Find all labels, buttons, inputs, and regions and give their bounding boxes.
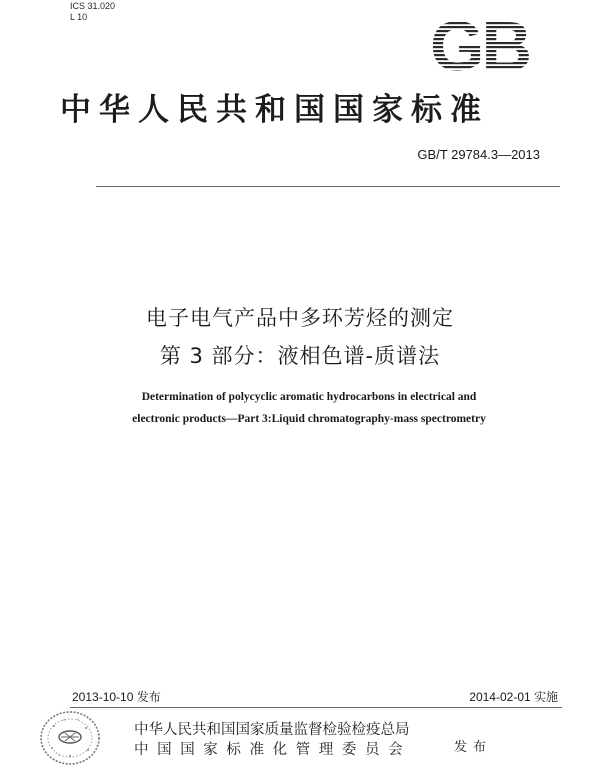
implementation-date: 2014-02-01 实施 <box>469 690 558 704</box>
document-title-cn: 电子电气产品中多环芳烃的测定 <box>146 306 454 330</box>
title-en-line1: Determination of polycyclic aromatic hydrocarbons in electrical and <box>141 391 477 403</box>
issuing-authorities <box>134 720 411 760</box>
ics-code: ICS 31.020 <box>70 1 116 11</box>
document-subtitle-cn: 第 3 部分：液相色谱-质谱法 <box>159 344 441 368</box>
publish-label: 发布 <box>454 740 493 755</box>
title-en-line2: electronic products—Part 3:Liquid chromatography-mass spectrometry <box>132 413 486 425</box>
issuer-sac: 中国国家标准化管理委员会 <box>134 742 412 758</box>
standard-type-heading: 中华人民共和国国家标准 <box>60 92 489 128</box>
issue-date: 2013-10-10 发布 <box>72 690 161 704</box>
ics-classification <box>70 1 115 23</box>
official-seal-icon <box>34 708 106 768</box>
gb-logo-text: GB <box>430 14 529 74</box>
ccs-code: L 10 <box>70 12 88 22</box>
bottom-divider <box>70 707 562 708</box>
issuer-aqsiq: 中华人民共和国国家质量监督检验检疫总局 <box>134 722 410 738</box>
document-title-en <box>70 386 548 430</box>
gb-logo <box>428 14 558 74</box>
top-divider <box>96 186 560 187</box>
standard-number: GB/T 29784.3—2013 <box>417 147 540 162</box>
